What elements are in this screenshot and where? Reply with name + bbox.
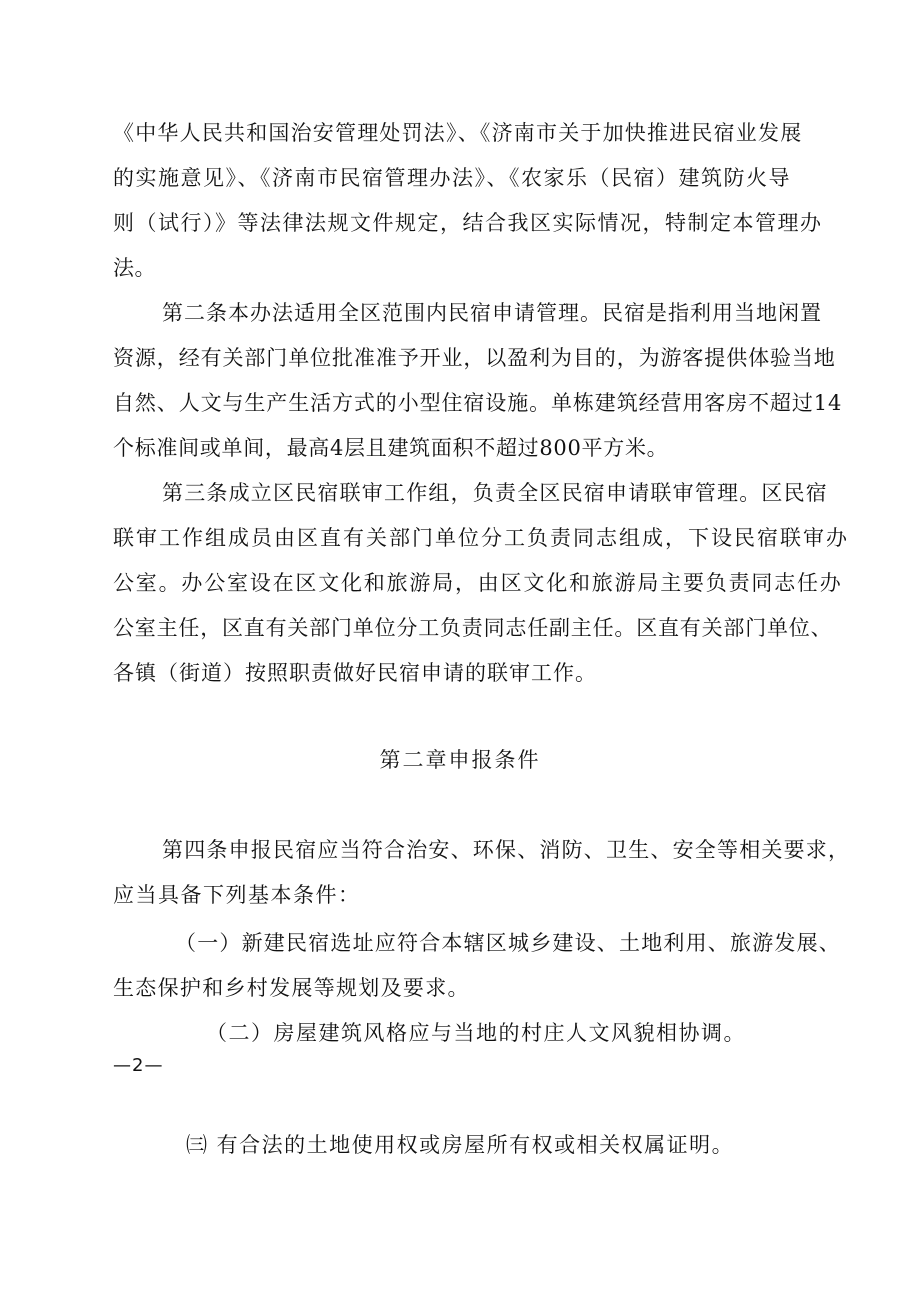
text-line: 的实施意见》、《济南市民宿管理办法》、《农家乐（民宿）建筑防火导 bbox=[113, 166, 791, 190]
text-line: 联审工作组成员由区直有关部门单位分工负责同志组成，下设民宿联审办 bbox=[113, 526, 849, 550]
text-line: 生态保护和乡村发展等规划及要求。 bbox=[113, 976, 470, 1000]
text-line: 各镇（街道）按照职责做好民宿申请的联审工作。 bbox=[113, 661, 597, 685]
text-line: 公室。办公室设在区文化和旅游局，由区文化和旅游局主要负责同志任办 bbox=[113, 571, 843, 595]
list-item-2: （二）房屋建筑风格应与当地的村庄人文风貌相协调。 bbox=[206, 1021, 746, 1045]
page-number: —2— bbox=[113, 1055, 164, 1076]
text-line: 法。 bbox=[113, 256, 156, 280]
text-line: 则（试行）》等法律法规文件规定，结合我区实际情况，特制定本管理办 bbox=[113, 211, 823, 235]
chapter-heading: 第二章申报条件 bbox=[379, 748, 541, 772]
list-item-1: （一）新建民宿选址应符合本辖区城乡建设、土地利用、旅游发展、 bbox=[175, 931, 841, 955]
text-line: 自然、人文与生产生活方式的小型住宿设施。单栋建筑经营用客房不超过14 bbox=[113, 391, 843, 415]
text-line: 应当具备下列基本条件： bbox=[113, 883, 361, 907]
article-3-line: 第三条成立区民宿联审工作组，负责全区民宿申请联审管理。区民宿 bbox=[162, 481, 828, 505]
article-2-line: 第二条本办法适用全区范围内民宿申请管理。民宿是指利用当地闲置 bbox=[162, 301, 822, 325]
text-line: 资源，经有关部门单位批准准予开业，以盈利为目的，为游客提供体验当地 bbox=[113, 346, 836, 370]
article-4-line: 第四条申报民宿应当符合治安、环保、消防、卫生、安全等相关要求， bbox=[162, 838, 851, 862]
text-line: 个标准间或单间，最高4层且建筑面积不超过800平方米。 bbox=[113, 436, 669, 460]
list-item-3: ㈢ 有合法的土地使用权或房屋所有权或相关权属证明。 bbox=[186, 1133, 735, 1157]
text-line: 公室主任，区直有关部门单位分工负责同志任副主任。区直有关部门单位、 bbox=[113, 616, 833, 640]
text-line: 《中华人民共和国治安管理处罚法》、《济南市关于加快推进民宿业发展 bbox=[113, 121, 803, 145]
